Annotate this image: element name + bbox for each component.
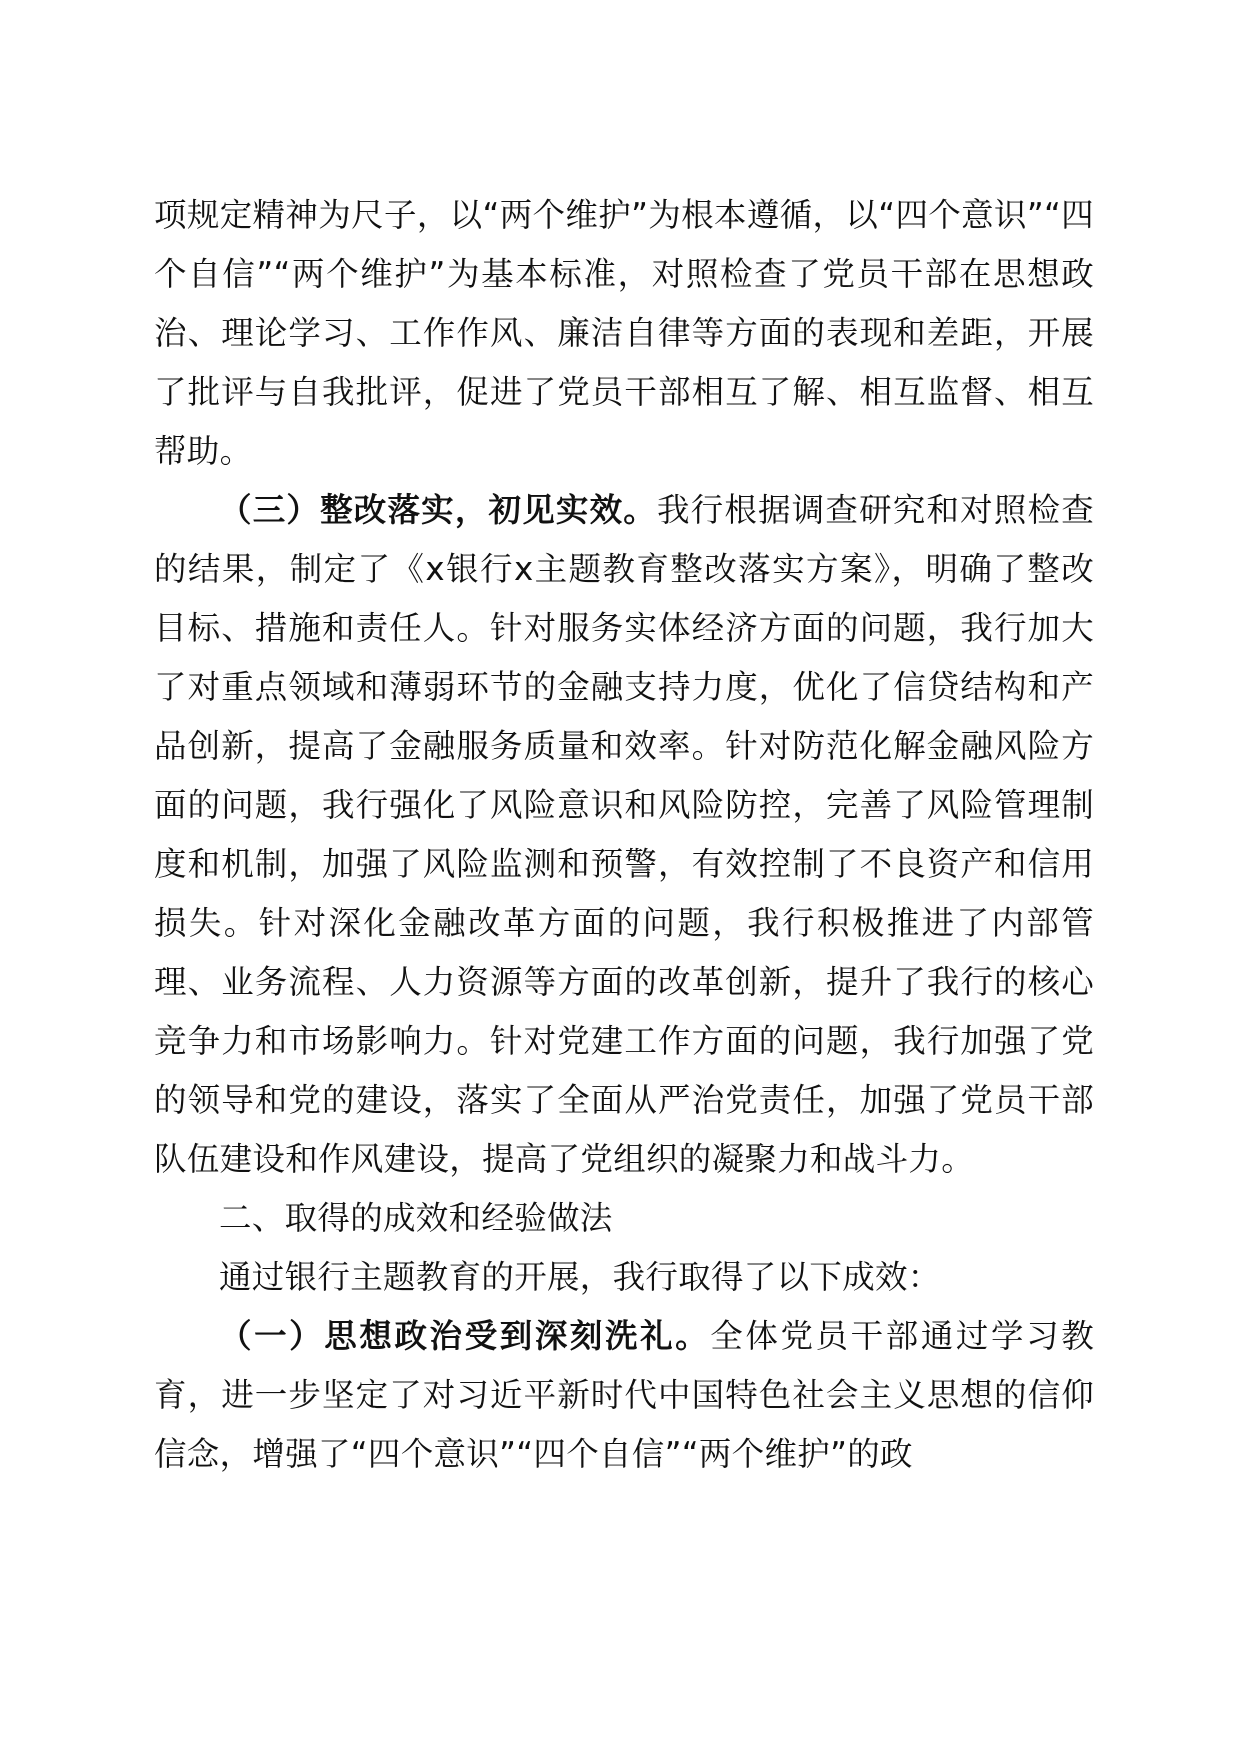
paragraph-text: 全体党员干部通过学习教育，进一步坚定了对习近平新时代中国特色社会主义思想的信仰信念，增强了“四个意识”“四个自信”“两个维护”的政 bbox=[154, 1317, 1094, 1473]
paragraph-section-3 bbox=[154, 481, 1094, 1189]
paragraph-section-1 bbox=[154, 1307, 1094, 1484]
paragraph-text: 项规定精神为尺子，以“两个维护”为根本遵循，以“四个意识”“四个自信”“两个维护”为基本标准，对照检查了党员干部在思想政治、理论学习、工作作风、廉洁自律等方面的表现和差距，开展了批评与自我批评，促进了党员干部相互了解、相互监督、相互帮助。 bbox=[154, 196, 1094, 470]
document-body bbox=[154, 186, 1094, 1484]
chapter-heading bbox=[154, 1189, 1094, 1248]
paragraph-continuation bbox=[154, 186, 1094, 481]
section-heading: （三）整改落实，初见实效。 bbox=[219, 491, 657, 529]
paragraph-text: 通过银行主题教育的开展，我行取得了以下成效： bbox=[219, 1258, 941, 1296]
paragraph-intro bbox=[154, 1248, 1094, 1307]
section-heading: （一）思想政治受到深刻洗礼。 bbox=[219, 1317, 711, 1355]
chapter-heading-text: 二、取得的成效和经验做法 bbox=[219, 1199, 613, 1237]
paragraph-text: 我行根据调查研究和对照检查的结果，制定了《x银行x主题教育整改落实方案》，明确了整改目标、措施和责任人。针对服务实体经济方面的问题，我行加大了对重点领域和薄弱环节的金融支持力度，优化了信贷结构和产品创新，提高了金融服务质量和效率。针对防范化解金融风险方面的问题，我行强化了风险意识和风险防控，完善了风险管理制度和机制，加强了风险监测和预警，有效控制了不良资产和信用损失。针对深化金融改革方面的问题，我行积极推进了内部管理、业务流程、人力资源等方面的改革创新，提升了我行的核心竞争力和市场影响力。针对党建工作方面的问题，我行加强了党的领导和党的建设，落实了全面从严治党责任，加强了党员干部队伍建设和作风建设，提高了党组织的凝聚力和战斗力。 bbox=[154, 491, 1095, 1178]
